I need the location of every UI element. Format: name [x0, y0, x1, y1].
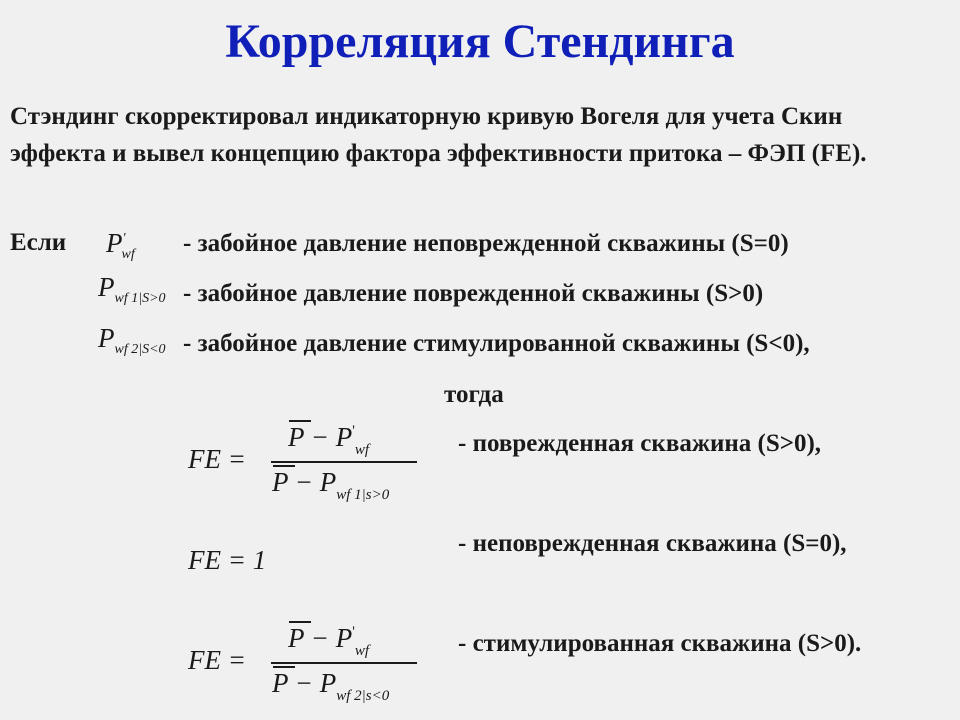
formula-1-description: - поврежденная скважина (S>0),	[458, 430, 822, 457]
definition-text-stimulated: - забойное давление стимулированной скважины (S<0),	[183, 330, 810, 357]
then-label: тогда	[444, 381, 504, 408]
formula-3-lhs: FE =	[188, 645, 246, 675]
slide-title: Корреляция Стендинга	[225, 15, 735, 68]
if-label: Если	[10, 229, 67, 256]
formula-1-numerator: $P - P'_{wf}$	[288, 422, 370, 458]
symbol-pwf-prime: $P'_{wf}$	[106, 228, 135, 262]
formula-2-lhs: FE = 1	[188, 545, 267, 575]
formula-3-numerator: $P - P'_{wf}$	[288, 623, 370, 659]
formula-2-description: - неповрежденная скважина (S=0),	[458, 530, 847, 557]
definition-text-damaged: - забойное давление поврежденной скважины (S>0)	[183, 280, 764, 307]
formula-1-lhs: FE =	[188, 444, 246, 474]
formula-3-fraction-bar	[271, 662, 417, 664]
formula-3-description: - стимулированная скважина (S>0).	[458, 630, 862, 657]
formula-3-denominator: $P - P_{wf 2|s<0}$	[272, 668, 390, 704]
intro-paragraph: Стэндинг скорректировал индикаторную кривую Вогеля для учета Скин эффекта и вывел концепцию фактора эффективности притока – ФЭП (FE).	[10, 103, 867, 167]
formula-1-fraction-bar	[271, 461, 417, 463]
symbol-pwf1: $P_{wf 1|S>0}$	[98, 272, 166, 306]
formula-1-denominator: $P - P_{wf 1|s>0}$	[272, 467, 390, 503]
definition-text-undamaged: - забойное давление неповрежденной скважины (S=0)	[183, 230, 789, 257]
symbol-pwf2: $P_{wf 2|S<0}$	[98, 323, 166, 357]
